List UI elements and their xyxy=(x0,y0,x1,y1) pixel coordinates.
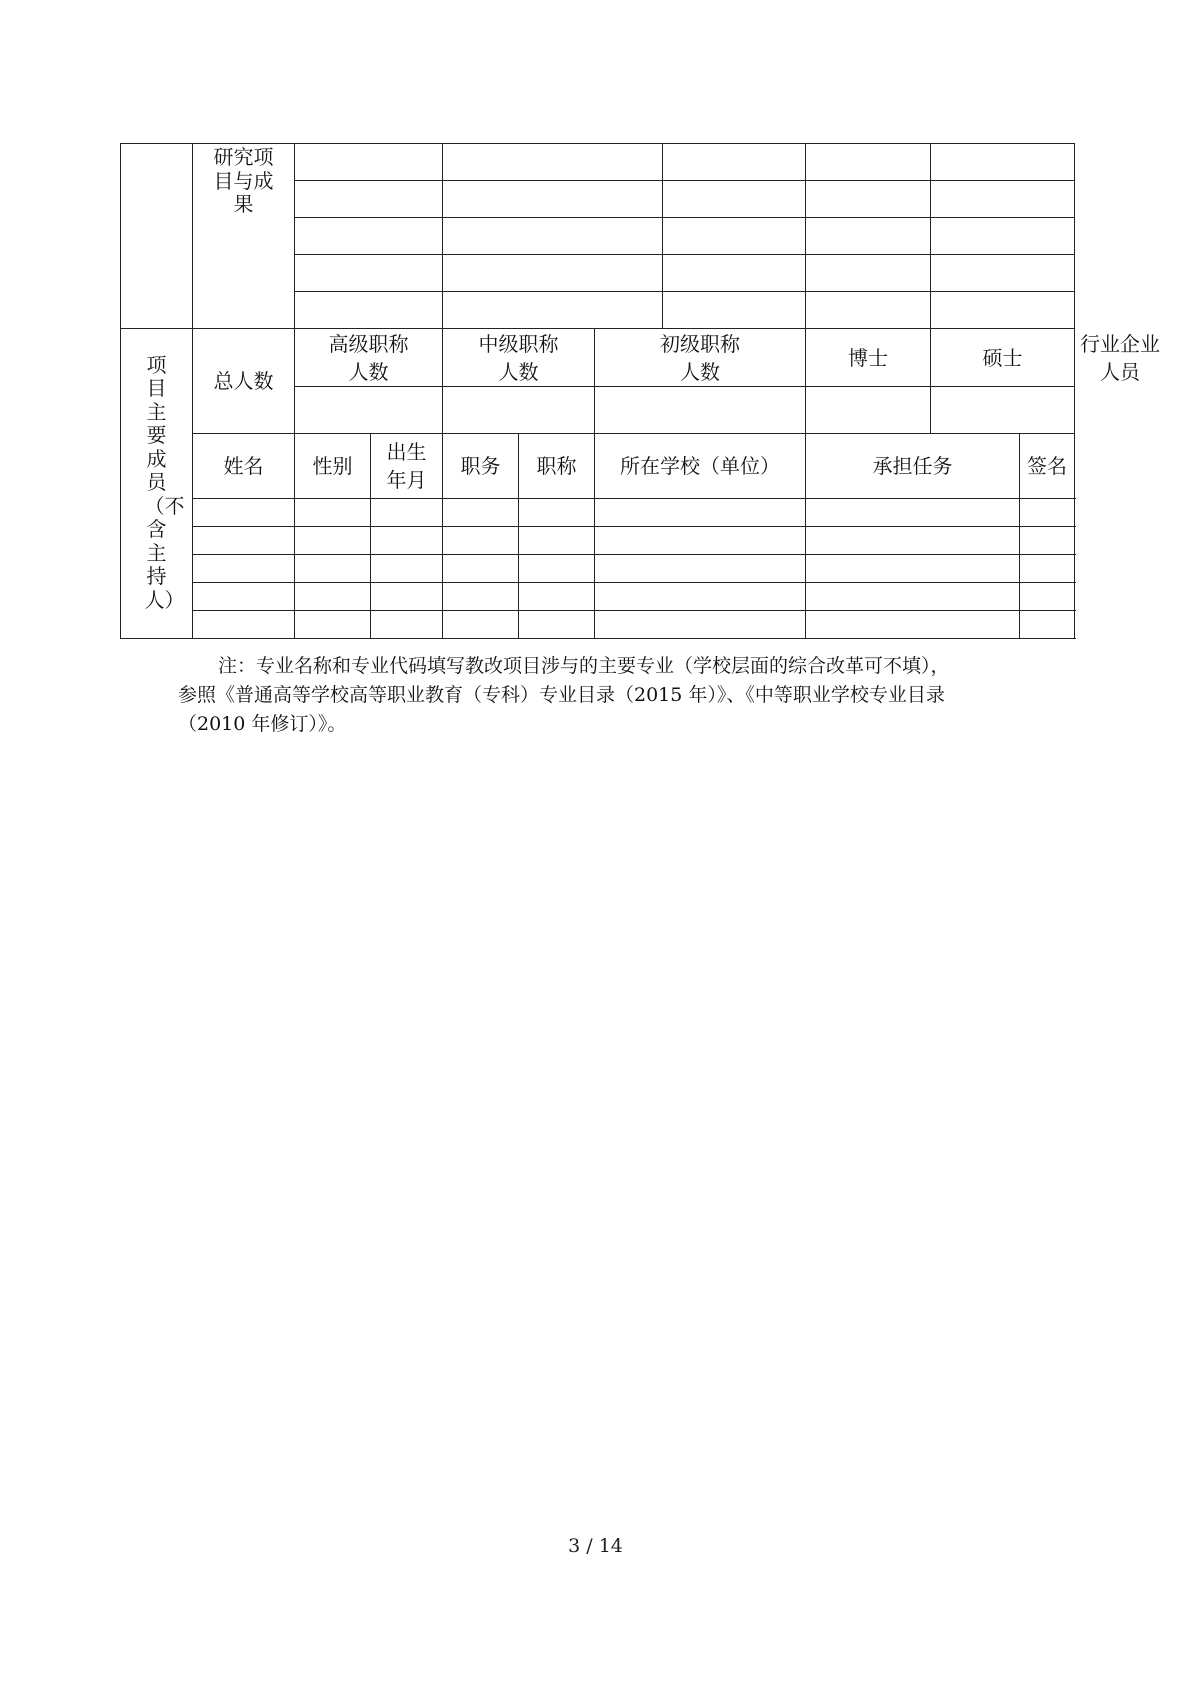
member-unit-field[interactable] xyxy=(595,499,806,527)
member-position-field[interactable] xyxy=(443,499,519,527)
member-position-field[interactable] xyxy=(443,583,519,611)
research-cell[interactable] xyxy=(295,144,443,181)
research-label: 研究项目与成果 xyxy=(193,144,295,329)
member-birth-field[interactable] xyxy=(371,527,443,555)
member-title-field[interactable] xyxy=(519,583,595,611)
footnote-line: 参照《普通高等学校高等职业教育（专科）专业目录（2015 年）》、《中等职业学校专业目录 xyxy=(178,684,945,706)
research-cell[interactable] xyxy=(663,181,806,218)
page-number: 3 / 14 xyxy=(568,1535,623,1557)
member-row xyxy=(121,611,1075,639)
middle-count-field[interactable] xyxy=(443,387,595,434)
member-task-field[interactable] xyxy=(806,583,1020,611)
master-header: 硕士 xyxy=(931,329,1075,387)
member-gender-field[interactable] xyxy=(295,527,371,555)
member-task-field[interactable] xyxy=(806,611,1020,639)
member-birth-field[interactable] xyxy=(371,499,443,527)
research-cell[interactable] xyxy=(663,218,806,255)
footnote-line: 注：专业名称和专业代码填写教改项目涉与的主要专业（学校层面的综合改革可不填）， xyxy=(218,655,950,677)
member-title-field[interactable] xyxy=(519,555,595,583)
research-cell[interactable] xyxy=(443,255,663,292)
member-signature-field[interactable] xyxy=(1020,611,1075,639)
research-cell[interactable] xyxy=(806,144,931,181)
research-cell[interactable] xyxy=(295,181,443,218)
gender-header: 性别 xyxy=(295,434,371,499)
research-cell[interactable] xyxy=(663,144,806,181)
member-task-field[interactable] xyxy=(806,555,1020,583)
member-birth-field[interactable] xyxy=(371,555,443,583)
member-row xyxy=(121,527,1075,555)
member-unit-field[interactable] xyxy=(595,527,806,555)
phd-header: 博士 xyxy=(806,329,931,387)
member-row xyxy=(121,583,1075,611)
name-header: 姓名 xyxy=(193,434,295,499)
research-cell[interactable] xyxy=(806,218,931,255)
member-position-field[interactable] xyxy=(443,555,519,583)
member-birth-field[interactable] xyxy=(371,583,443,611)
member-gender-field[interactable] xyxy=(295,499,371,527)
member-title-field[interactable] xyxy=(519,499,595,527)
member-unit-field[interactable] xyxy=(595,583,806,611)
member-gender-field[interactable] xyxy=(295,583,371,611)
research-cell[interactable] xyxy=(806,292,931,329)
member-signature-field[interactable] xyxy=(1020,527,1075,555)
signature-header: 签名 xyxy=(1020,434,1075,499)
member-task-field[interactable] xyxy=(806,499,1020,527)
footnote xyxy=(150,652,1100,739)
research-cell[interactable] xyxy=(443,181,663,218)
research-cell[interactable] xyxy=(931,144,1075,181)
senior-count-field[interactable] xyxy=(295,387,443,434)
research-cell[interactable] xyxy=(295,292,443,329)
research-cell[interactable] xyxy=(931,181,1075,218)
task-header: 承担任务 xyxy=(806,434,1020,499)
research-cell[interactable] xyxy=(663,255,806,292)
position-header: 职务 xyxy=(443,434,519,499)
member-gender-field[interactable] xyxy=(295,555,371,583)
member-birth-field[interactable] xyxy=(371,611,443,639)
footnote-line: （2010 年修订）》。 xyxy=(178,713,347,735)
research-cell[interactable] xyxy=(931,218,1075,255)
research-cell[interactable] xyxy=(443,218,663,255)
member-name-field[interactable] xyxy=(193,527,295,555)
research-cell[interactable] xyxy=(806,181,931,218)
project-form-table: 研究项目与成果 项目主要成员（不含主持人） 总人数 高级职称人数 中级职称人数 初级职称人数 博士 硕士 行业企业人员 姓名 性别 出生年月 职务 职称 所在学校（单位） 承担任务 签名 xyxy=(120,143,1075,639)
title-header: 职称 xyxy=(519,434,595,499)
research-cell[interactable] xyxy=(443,292,663,329)
member-name-field[interactable] xyxy=(193,499,295,527)
unit-header: 所在学校（单位） xyxy=(595,434,806,499)
members-section-label: 项目主要成员（不含主持人） xyxy=(121,329,193,639)
junior-count-field[interactable] xyxy=(595,387,806,434)
research-cell[interactable] xyxy=(931,292,1075,329)
member-unit-field[interactable] xyxy=(595,611,806,639)
member-position-field[interactable] xyxy=(443,527,519,555)
member-signature-field[interactable] xyxy=(1020,555,1075,583)
member-signature-field[interactable] xyxy=(1020,499,1075,527)
member-position-field[interactable] xyxy=(443,611,519,639)
research-cell[interactable] xyxy=(806,255,931,292)
master-count-field[interactable] xyxy=(931,387,1075,434)
member-title-field[interactable] xyxy=(519,527,595,555)
junior-title-header: 初级职称人数 xyxy=(595,329,806,387)
total-count-header: 总人数 xyxy=(193,329,295,434)
research-cell[interactable] xyxy=(295,255,443,292)
member-name-field[interactable] xyxy=(193,555,295,583)
member-row xyxy=(121,555,1075,583)
member-name-field[interactable] xyxy=(193,583,295,611)
member-signature-field[interactable] xyxy=(1020,583,1075,611)
member-unit-field[interactable] xyxy=(595,555,806,583)
birth-header: 出生年月 xyxy=(371,434,443,499)
member-title-field[interactable] xyxy=(519,611,595,639)
member-gender-field[interactable] xyxy=(295,611,371,639)
member-row xyxy=(121,499,1075,527)
member-name-field[interactable] xyxy=(193,611,295,639)
blank-left-cell xyxy=(121,144,193,329)
research-cell[interactable] xyxy=(443,144,663,181)
phd-count-field[interactable] xyxy=(806,387,931,434)
senior-title-header: 高级职称人数 xyxy=(295,329,443,387)
member-task-field[interactable] xyxy=(806,527,1020,555)
research-cell[interactable] xyxy=(931,255,1075,292)
research-cell[interactable] xyxy=(663,292,806,329)
research-cell[interactable] xyxy=(295,218,443,255)
middle-title-header: 中级职称人数 xyxy=(443,329,595,387)
